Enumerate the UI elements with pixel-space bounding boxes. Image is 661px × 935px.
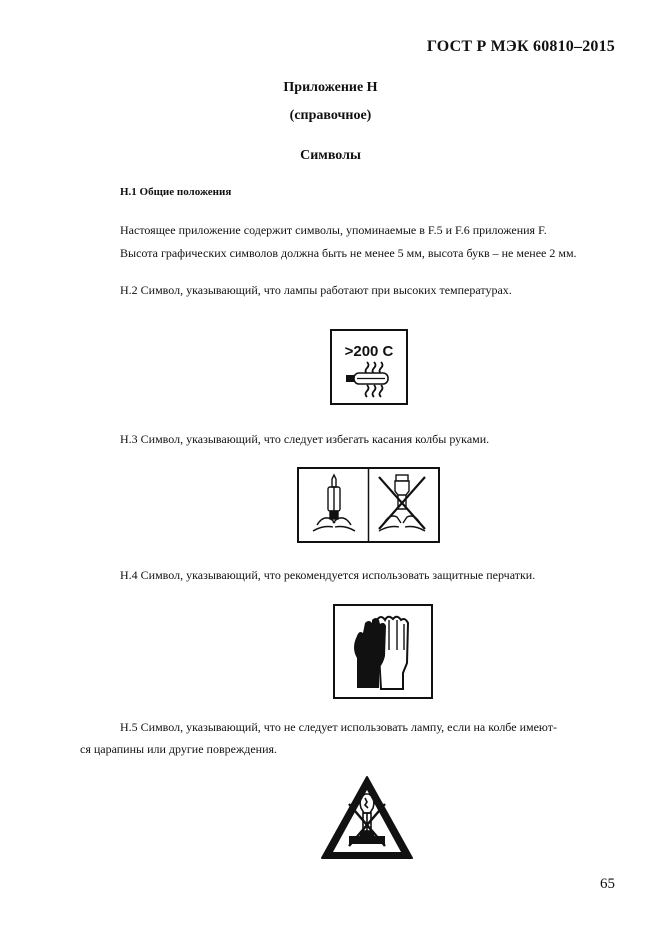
section-h1-paragraph-1: Настоящее приложение содержит символы, упоминаемые в F.5 и F.6 приложения F. [120,223,547,237]
section-h4-text: Н.4 Символ, указывающий, что рекомендуется использовать защитные перчатки. [120,568,536,582]
annex-subject: Символы [300,148,361,163]
section-h1-title: Н.1 Общие положения [120,186,232,198]
damaged-bulb-warning-symbol [319,774,415,862]
document-header: ГОСТ Р МЭК 60810–2015 [426,38,615,55]
section-h2-text: Н.2 Символ, указывающий, что лампы работают при высоких температурах. [120,283,512,297]
section-h5-text-line-2: ся царапины или другие повреждения. [80,742,278,756]
section-h5-text-line-1: Н.5 Символ, указывающий, что не следует использовать лампу, если на колбе имеют- [120,720,557,734]
hand-bulb-icon [299,469,438,541]
page-number: 65 [600,876,615,892]
section-h1-paragraph-2: Высота графических символов должна быть не менее 5 мм, высота букв – не менее 2 мм. [120,246,577,260]
temperature-label: >200 C [344,343,394,360]
gloves-icon [335,606,431,697]
annex-type: (справочное) [289,108,372,123]
no-touch-bulb-symbol [297,467,440,543]
annex-title: Приложение Н [283,80,378,95]
section-h3-text: Н.3 Символ, указывающий, что следует избегать касания колбы руками. [120,432,490,446]
high-temperature-symbol [330,329,408,405]
hot-lamp-icon [332,331,406,403]
warning-triangle-icon [319,774,415,862]
protective-gloves-symbol [333,604,433,699]
